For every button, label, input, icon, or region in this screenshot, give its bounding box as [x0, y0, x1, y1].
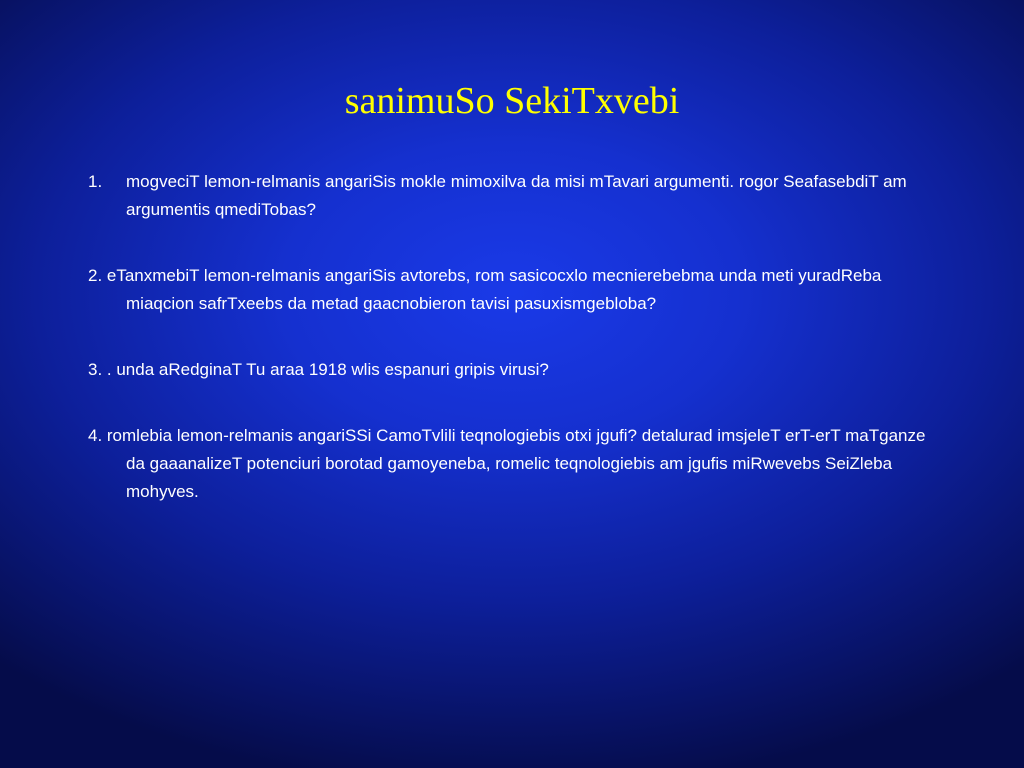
question-text: 3. . unda aRedginaT Tu araa 1918 wlis espanuri gripis virusi?: [88, 360, 549, 379]
question-list: [88, 168, 948, 544]
question-item-4: [88, 422, 948, 506]
question-text: 4. romlebia lemon-relmanis angariSSi CamoTvlili teqnologiebis otxi jgufi? detalurad imsjeleT erT-erT maTganze da gaaanalizeT potenciuri borotad gamoyeneba, romelic teqnologiebis am jgufis miRwevebs SeiZleba mohyves.: [88, 426, 926, 501]
question-item-3: [88, 356, 948, 384]
question-item-1: [88, 168, 948, 224]
question-text: mogveciT lemon-relmanis angariSis mokle mimoxilva da misi mTavari argumenti. rogor SeafasebdiT am argumentis qmediTobas?: [126, 172, 907, 219]
slide-title: sanimuSo SekiTxvebi: [344, 80, 680, 122]
question-number: 1.: [88, 172, 103, 191]
question-item-2: [88, 262, 948, 318]
question-text: 2. eTanxmebiT lemon-relmanis angariSis avtorebs, rom sasicocxlo mecnierebebma unda meti yuradReba miaqcion safrTxeebs da metad gaacnobieron tavisi pasuxismgebloba?: [88, 266, 882, 313]
